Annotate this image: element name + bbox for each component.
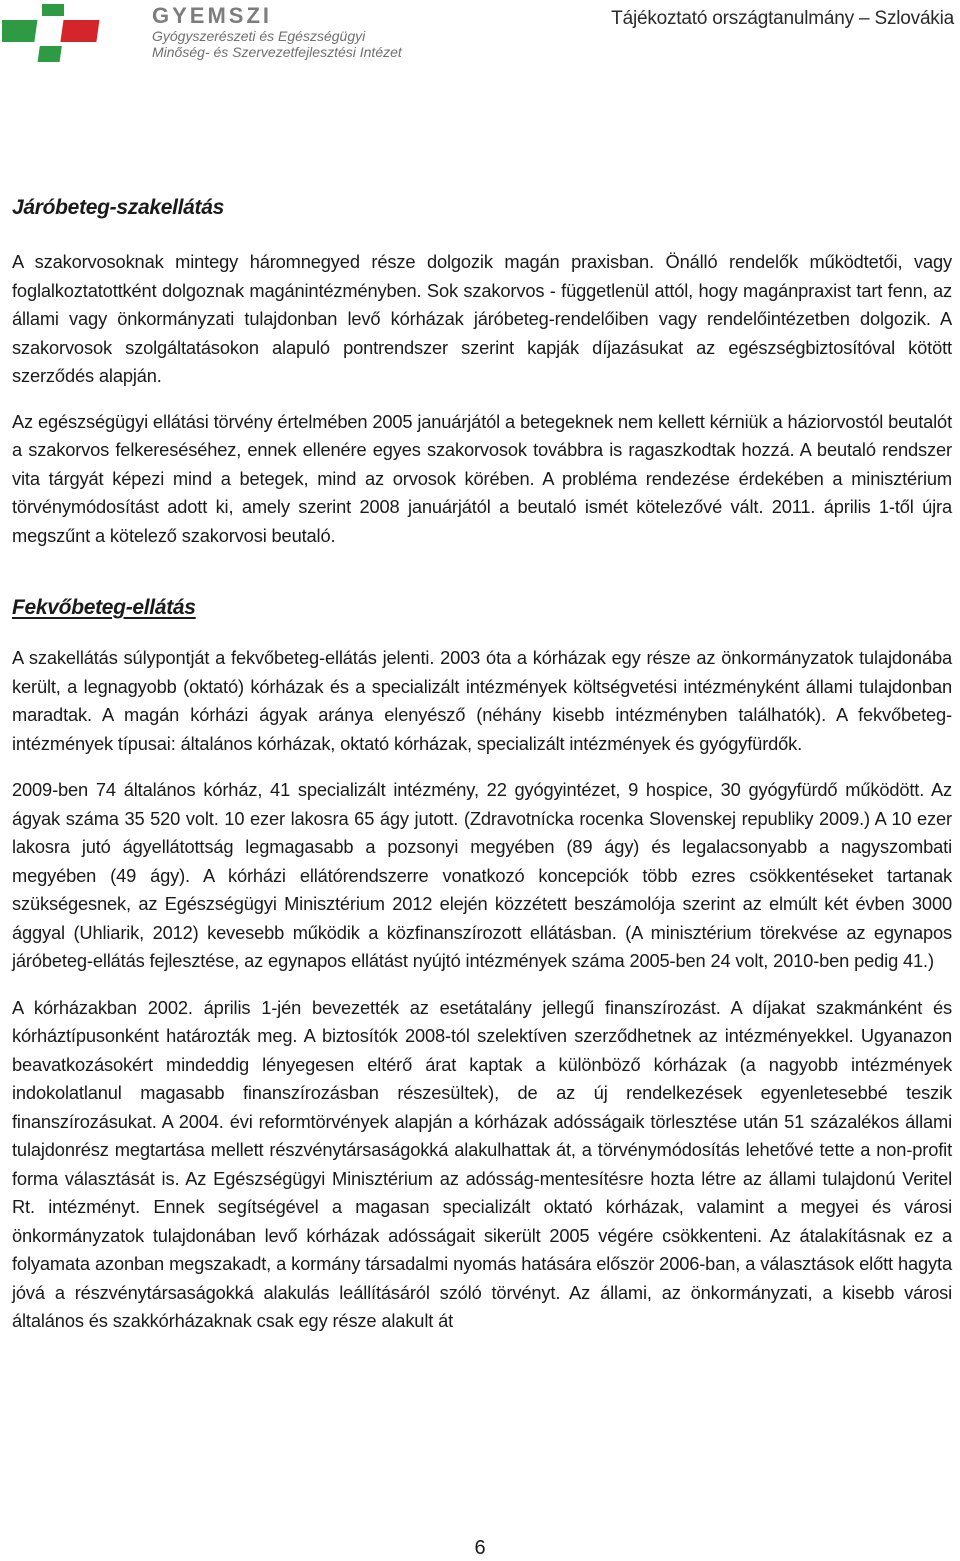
logo-subtitle-line1: Gyógyszerészeti és Egészségügyi: [152, 28, 366, 44]
page-number: 6: [474, 1537, 486, 1559]
document-title: Tájékoztató országtanulmány – Szlovákia: [611, 8, 954, 29]
paragraph: Az egészségügyi ellátási törvény értelmében 2005 januárjától a betegeknek nem kellett kérniük a háziorvostól beutalót a szakorvos felkereséséhez, ennek ellenére egyes szakorvosok továbbra is ragaszkodtak hozzá. A beutaló rendszer vita tárgyát képezi mind a betegek, mind az orvosok körében. A probléma rendezése érdekében a minisztérium törvénymódosítást adott ki, amely szerint 2008 januárjától a beutaló ismét kötelezővé vált. 2011. április 1-től újra megszűnt a kötelező szakorvosi beutaló.: [12, 410, 952, 546]
logo-name: GYEMSZI: [152, 3, 273, 28]
gyemszi-logo: [2, 2, 472, 64]
section-heading-outpatient: Járóbeteg-szakellátás: [12, 196, 224, 219]
paragraph: A szakellátás súlypontját a fekvőbeteg-ellátás jelenti. 2003 óta a kórházak egy része az önkormányzatok tulajdonába került, a legnagyobb (oktató) kórházak és a specializált intézmények költségvetési intézményként állami tulajdonban maradtak. A magán kórházi ágyak aránya elenyésző (néhány kisebb intézményben találhatók). A fekvőbeteg-intézmények típusai: általános kórházak, oktató kórházak, specializált intézmények és gyógyfürdők.: [12, 647, 952, 754]
paragraph: A szakorvosoknak mintegy háromnegyed része dolgozik magán praxisban. Önálló rendelők működtetői, vagy foglalkoztatottként dolgoznak magánintézményben. Sok szakorvos - függetlenül attól, hogy magánpraxist tart fenn, az állami vagy önkormányzati tulajdonban levő kórházak járóbeteg-rendelőiben vagy rendelőintézetben dolgozik. A szakorvosok szolgáltatásokon alapuló pontrendszer szerint kapják díjazásukat az egészségbiztosítóval kötött szerződés alapján.: [12, 251, 952, 386]
document-body: [12, 190, 952, 1336]
logo-subtitle-line2: Minőség- és Szervezetfejlesztési Intézet: [152, 44, 402, 60]
page-header: [0, 0, 960, 70]
paragraph: 2009-ben 74 általános kórház, 41 specializált intézmény, 22 gyógyintézet, 9 hospice, 30 gyógyfürdő működött. Az ágyak száma 35 520 volt. 10 ezer lakosra 65 ágy jutott. (Zdravotnícka rocenka Slovenskej republiky 2009.) A 10 ezer lakosra jutó ágyellátottság legmagasabb a pozsonyi megyében (89 ágy) és legalacsonyabb a nagyszombati megyében (49 ágy). A kórházi ellátórendszerre vonatkozó koncepciók több ezres csökkentéseket tartanak szükségesnek, az Egészségügyi Minisztérium 2012 elején közzétett beszámolója szerint az elmúlt két évben 3000 ággyal (Uhliarik, 2012) kevesebb működik a közfinanszírozott ellátásban. (A minisztérium törekvése az egynapos járóbeteg-ellátás fejlesztése, az egynapos ellátást nyújtó intézmények száma 2005-ben 24 volt, 2010-ben pedig 41.): [12, 779, 952, 971]
cross-logo-icon: [2, 2, 142, 64]
section-heading-inpatient: Fekvőbeteg-ellátás: [12, 596, 196, 619]
paragraph: A kórházakban 2002. április 1-jén bevezették az esetátalány jellegű finanszírozást. A díjakat szakmánként és kórháztípusonként határozták meg. A biztosítók 2008-tól szelektíven szerződhetnek az intézményekkel. Ugyanazon beavatkozásokért mindeddig lényegesen eltérő árat kaptak a különböző kórházak (a nagyobb intézmények indokolatlanul magasabb finanszírozásban részesültek), de az új rendelkezések egyenletesebbé teszik finanszírozásukat. A 2004. évi reformtörvények alapján a kórházak adósságaik törlesztése után 51 százalékos állami tulajdonrész megtartása mellett részvénytársaságokká alakulhattak át, a törvénymódosítás lehetővé tette a non-profit forma választását is. Az Egészségügyi Minisztérium az adósság-mentesítésre hozta létre az állami tulajdonú Veritel Rt. intézményt. Ennek segítségével a magasan specializált oktató kórházak, valamint a megyei és városi önkormányzatok tulajdonában levő kórházak adósságait sikerült 2005 végére csökkenteni. Az átalakításnak ez a folyamata azonban megszakadt, a kormány társadalmi nyomás hatására először 2006-ban, a választások előtt hagyta jóvá a részvénytársaságokká alakulás leállításáról szóló törvényt. Az állami, az önkormányzati, a kisebb városi általános és szakkórházaknak csak egy része alakult át: [12, 996, 952, 1331]
